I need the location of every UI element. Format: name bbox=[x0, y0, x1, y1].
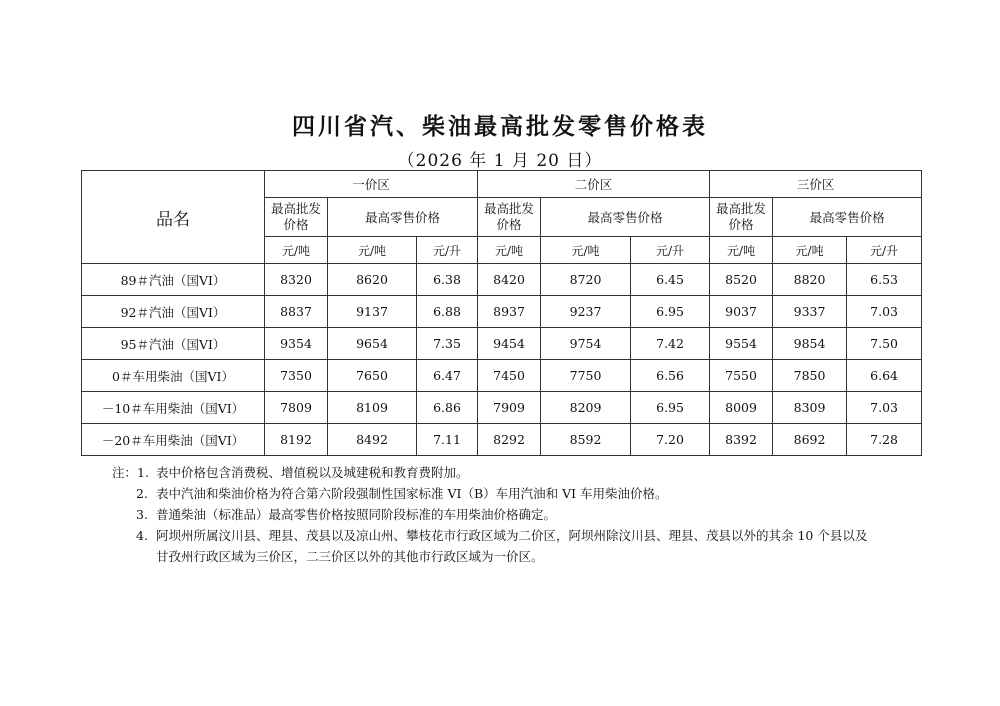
unit-ton: 元/吨 bbox=[478, 237, 541, 264]
price-cell: 7.11 bbox=[417, 424, 478, 456]
price-cell: 9554 bbox=[710, 328, 773, 360]
unit-liter: 元/升 bbox=[847, 237, 922, 264]
unit-liter: 元/升 bbox=[631, 237, 710, 264]
price-cell: 7.03 bbox=[847, 296, 922, 328]
note-number: 2. bbox=[136, 486, 148, 501]
table-row bbox=[82, 328, 922, 360]
note-text: 阿坝州所属汶川县、理县、茂县以及凉山州、攀枝花市行政区域为二价区，阿坝州除汶川县、理县、茂县以外的其余 10 个县以及甘孜州行政区域为三价区，二三价区以外的其他市行政区域为一价区。 bbox=[156, 528, 868, 564]
price-cell: 8320 bbox=[265, 264, 328, 296]
price-cell: 8392 bbox=[710, 424, 773, 456]
note-item bbox=[112, 462, 872, 483]
price-cell: 7650 bbox=[328, 360, 417, 392]
unit-ton: 元/吨 bbox=[265, 237, 328, 264]
wholesale-header: 最高批发价格 bbox=[265, 198, 328, 237]
product-name-header: 品名 bbox=[82, 171, 265, 264]
note-item bbox=[112, 483, 872, 504]
price-cell: 8309 bbox=[773, 392, 847, 424]
price-cell: 6.95 bbox=[631, 392, 710, 424]
price-cell: 7.42 bbox=[631, 328, 710, 360]
price-cell: 7.03 bbox=[847, 392, 922, 424]
note-number: 3. bbox=[136, 507, 148, 522]
wholesale-header: 最高批发价格 bbox=[710, 198, 773, 237]
price-cell: 8109 bbox=[328, 392, 417, 424]
note-text: 普通柴油（标准品）最高零售价格按照同阶段标准的车用柴油价格确定。 bbox=[156, 507, 557, 522]
price-cell: 8209 bbox=[541, 392, 631, 424]
price-cell: 7.28 bbox=[847, 424, 922, 456]
table-row bbox=[82, 424, 922, 456]
retail-header: 最高零售价格 bbox=[541, 198, 710, 237]
price-cell: 7350 bbox=[265, 360, 328, 392]
price-cell: 8492 bbox=[328, 424, 417, 456]
notes-prefix: 注： bbox=[112, 465, 138, 480]
table-row bbox=[82, 296, 922, 328]
price-cell: 8292 bbox=[478, 424, 541, 456]
price-cell: 9037 bbox=[710, 296, 773, 328]
price-cell: 8192 bbox=[265, 424, 328, 456]
retail-header: 最高零售价格 bbox=[773, 198, 922, 237]
price-cell: 7.50 bbox=[847, 328, 922, 360]
price-cell: 7550 bbox=[710, 360, 773, 392]
note-item bbox=[112, 504, 872, 525]
note-number: 4. bbox=[136, 528, 148, 543]
note-item bbox=[112, 525, 872, 567]
zone-2-header: 二价区 bbox=[478, 171, 710, 198]
price-cell: 8620 bbox=[328, 264, 417, 296]
price-cell: 6.86 bbox=[417, 392, 478, 424]
price-cell: 8520 bbox=[710, 264, 773, 296]
price-cell: 7909 bbox=[478, 392, 541, 424]
price-cell: 8592 bbox=[541, 424, 631, 456]
price-table bbox=[81, 170, 922, 456]
table-row bbox=[82, 264, 922, 296]
price-cell: 6.45 bbox=[631, 264, 710, 296]
price-cell: 7.35 bbox=[417, 328, 478, 360]
price-cell: 9654 bbox=[328, 328, 417, 360]
product-name: 95＃汽油（国VI） bbox=[82, 328, 265, 360]
price-cell: 9754 bbox=[541, 328, 631, 360]
unit-ton: 元/吨 bbox=[773, 237, 847, 264]
price-cell: 8720 bbox=[541, 264, 631, 296]
product-name: －10＃车用柴油（国VI） bbox=[82, 392, 265, 424]
page-title: 四川省汽、柴油最高批发零售价格表 bbox=[292, 113, 708, 140]
price-cell: 9337 bbox=[773, 296, 847, 328]
zone-1-header: 一价区 bbox=[265, 171, 478, 198]
price-cell: 9354 bbox=[265, 328, 328, 360]
product-name: 0＃车用柴油（国VI） bbox=[82, 360, 265, 392]
note-text: 表中汽油和柴油价格为符合第六阶段强制性国家标准 VI（B）车用汽油和 VI 车用柴油价格。 bbox=[156, 486, 668, 501]
price-cell: 8937 bbox=[478, 296, 541, 328]
product-name: －20＃车用柴油（国VI） bbox=[82, 424, 265, 456]
price-cell: 6.53 bbox=[847, 264, 922, 296]
product-name: 92＃汽油（国VI） bbox=[82, 296, 265, 328]
price-cell: 7450 bbox=[478, 360, 541, 392]
price-cell: 7850 bbox=[773, 360, 847, 392]
price-cell: 9454 bbox=[478, 328, 541, 360]
notes-section bbox=[112, 462, 872, 567]
table-row bbox=[82, 360, 922, 392]
date-subtitle: （2026 年 1 月 20 日） bbox=[397, 151, 603, 171]
price-cell: 6.47 bbox=[417, 360, 478, 392]
price-cell: 8820 bbox=[773, 264, 847, 296]
price-cell: 6.38 bbox=[417, 264, 478, 296]
price-cell: 8420 bbox=[478, 264, 541, 296]
product-name: 89＃汽油（国VI） bbox=[82, 264, 265, 296]
price-cell: 6.56 bbox=[631, 360, 710, 392]
price-cell: 6.64 bbox=[847, 360, 922, 392]
wholesale-header: 最高批发价格 bbox=[478, 198, 541, 237]
price-cell: 6.88 bbox=[417, 296, 478, 328]
unit-ton: 元/吨 bbox=[710, 237, 773, 264]
zone-3-header: 三价区 bbox=[710, 171, 922, 198]
retail-header: 最高零售价格 bbox=[328, 198, 478, 237]
price-cell: 8692 bbox=[773, 424, 847, 456]
note-number: 1. bbox=[137, 465, 149, 480]
price-cell: 9137 bbox=[328, 296, 417, 328]
price-cell: 8009 bbox=[710, 392, 773, 424]
price-cell: 7.20 bbox=[631, 424, 710, 456]
price-cell: 9854 bbox=[773, 328, 847, 360]
unit-ton: 元/吨 bbox=[328, 237, 417, 264]
note-text: 表中价格包含消费税、增值税以及城建税和教育费附加。 bbox=[156, 465, 469, 480]
price-cell: 7750 bbox=[541, 360, 631, 392]
price-cell: 6.95 bbox=[631, 296, 710, 328]
price-cell: 8837 bbox=[265, 296, 328, 328]
price-cell: 9237 bbox=[541, 296, 631, 328]
table-row bbox=[82, 392, 922, 424]
unit-ton: 元/吨 bbox=[541, 237, 631, 264]
unit-liter: 元/升 bbox=[417, 237, 478, 264]
price-cell: 7809 bbox=[265, 392, 328, 424]
